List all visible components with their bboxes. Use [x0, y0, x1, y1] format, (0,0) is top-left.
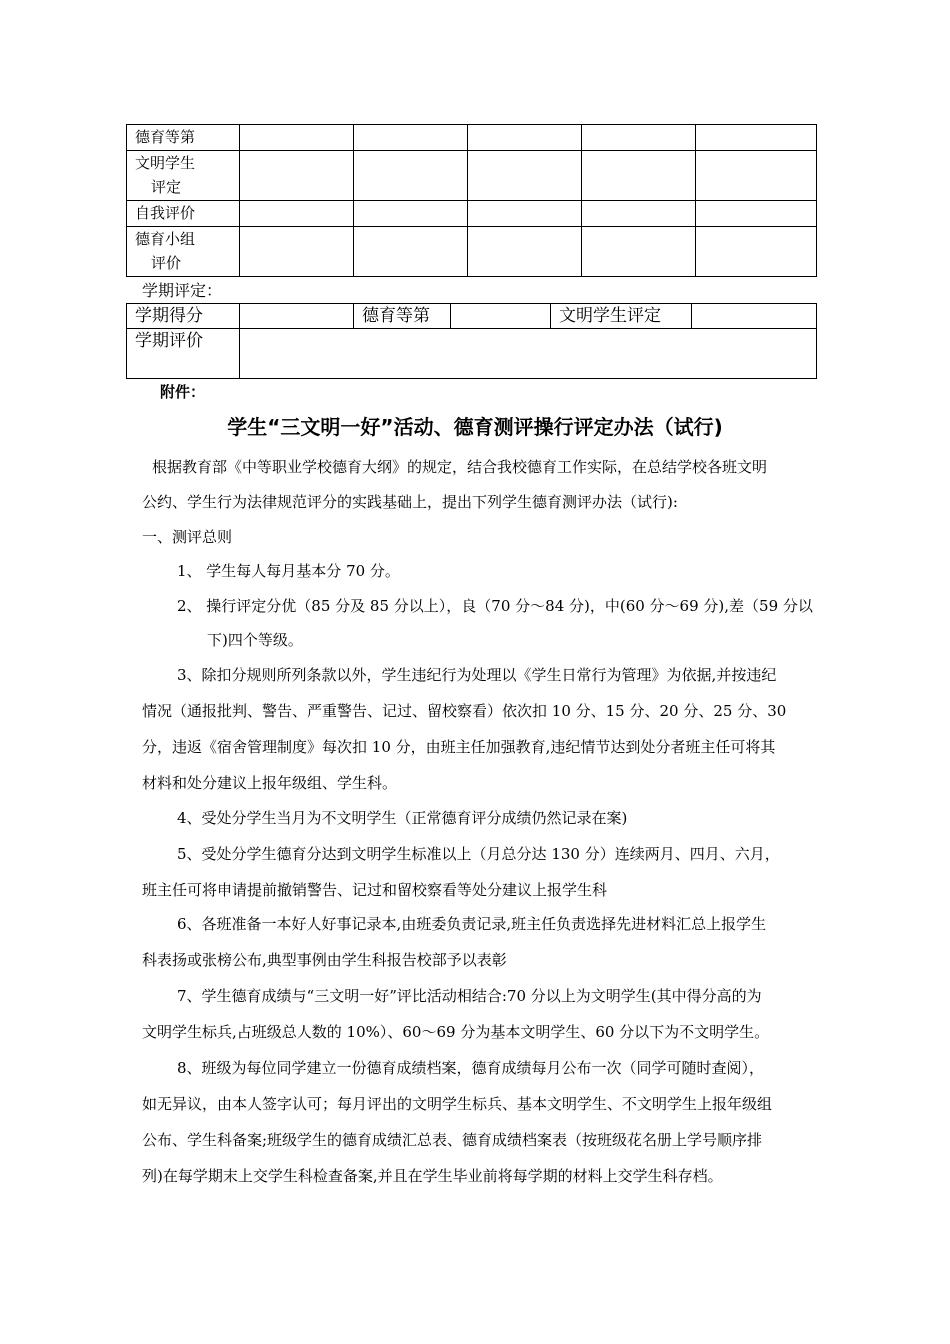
table-row — [127, 201, 817, 227]
table-cell[interactable] — [582, 201, 696, 227]
table-row — [127, 304, 817, 329]
paragraph-line: 3、除扣分规则所列条款以外，学生违纪行为处理以《学生日常行为管理》为依据,并按违纪 — [177, 666, 777, 684]
table-row — [127, 151, 817, 201]
paragraph-line: 4、受处分学生当月为不文明学生（正常德育评分成绩仍然记录在案) — [177, 809, 628, 827]
table-cell[interactable] — [240, 227, 354, 277]
paragraph-line: 公约、学生行为法律规范评分的实践基础上，提出下列学生德育测评办法（试行): — [142, 493, 678, 511]
table-cell[interactable] — [240, 201, 354, 227]
semester-civil-cell[interactable] — [692, 304, 817, 329]
row-label-group-eval — [127, 227, 240, 277]
table-cell[interactable] — [696, 227, 817, 277]
paragraph-line: 公布、学生科备案;班级学生的德育成绩汇总表、德育成绩档案表（按班级花名册上学号顺序排 — [142, 1131, 763, 1149]
paragraph-line: 8、班级为每位同学建立一份德育成绩档案，德育成绩每月公布一次（同学可随时查阅）， — [177, 1059, 765, 1077]
table-cell[interactable] — [696, 125, 817, 151]
paragraph-line: 5、受处分学生德育分达到文明学生标准以上（月总分达 130 分）连续两月、四月、六月， — [177, 845, 780, 863]
row-label-moral-grade — [127, 125, 240, 151]
table-row — [127, 125, 817, 151]
evaluation-table — [126, 124, 817, 277]
row-label-text: 文明学生 — [135, 154, 196, 172]
attachment-label: 附件： — [160, 383, 206, 401]
row-label-civil-student — [127, 151, 240, 201]
table-cell[interactable] — [582, 151, 696, 201]
table-cell[interactable] — [582, 227, 696, 277]
document-title: 学生“三文明一好”活动、德育测评操行评定办法（试行) — [227, 415, 723, 439]
row-label-text: 德育小组 — [135, 230, 196, 248]
paragraph-line: 科表扬或张榜公布,典型事例由学生科报告校部予以表彰 — [142, 951, 507, 969]
table-row — [127, 227, 817, 277]
table-cell[interactable] — [240, 151, 354, 201]
section-heading: 一、测评总则 — [142, 528, 233, 546]
row-label-text: 评定 — [151, 178, 182, 196]
semester-eval-cell[interactable] — [240, 329, 817, 379]
semester-grade-cell[interactable] — [451, 304, 551, 329]
paragraph-line: 情况（通报批判、警告、严重警告、记过、留校察看）依次扣 10 分、15 分、20 分、25 分、30 — [142, 702, 787, 720]
row-label-text: 评价 — [151, 254, 182, 272]
paragraph-line: 列)在每学期末上交学生科检查备案,并且在学生毕业前将每学期的材料上交学生科存档。 — [142, 1167, 723, 1185]
table-cell[interactable] — [696, 201, 817, 227]
semester-heading: 学期评定： — [142, 281, 223, 300]
semester-score-cell[interactable] — [240, 304, 354, 329]
table-cell[interactable] — [468, 227, 582, 277]
table-cell[interactable] — [354, 201, 468, 227]
semester-civil-label: 文明学生评定 — [551, 304, 692, 329]
row-label-text: 德育等第 — [135, 128, 196, 146]
semester-score-label: 学期得分 — [127, 304, 240, 329]
row-label-self-eval — [127, 201, 240, 227]
paragraph-line: 材料和处分建议上报年级组、学生科。 — [142, 774, 398, 792]
table-cell[interactable] — [468, 201, 582, 227]
table-cell[interactable] — [582, 125, 696, 151]
paragraph-line: 7、学生德育成绩与“三文明一好”评比活动相结合:70 分以上为文明学生(其中得分高的为 — [177, 987, 762, 1005]
table-cell[interactable] — [354, 125, 468, 151]
row-label-text: 自我评价 — [135, 204, 196, 222]
paragraph-line: 文明学生标兵,占班级总人数的 10%）、60～69 分为基本文明学生、60 分以下为不文明学生。 — [142, 1023, 770, 1041]
paragraph-line: 分，违返《宿舍管理制度》每次扣 10 分，由班主任加强教育,违纪情节达到处分者班主任可将其 — [142, 738, 776, 756]
paragraph-line: 2、 操行评定分优（85 分及 85 分以上），良（70 分～84 分)，中(60 分～69 分),差（59 分以 — [177, 597, 813, 615]
semester-grade-label: 德育等第 — [354, 304, 451, 329]
table-cell[interactable] — [468, 125, 582, 151]
semester-eval-label: 学期评价 — [127, 329, 240, 379]
paragraph-line: 根据教育部《中等职业学校德育大纲》的规定，结合我校德育工作实际，在总结学校各班文明 — [152, 458, 768, 476]
paragraph-line: 班主任可将申请提前撤销警告、记过和留校察看等处分建议上报学生科 — [142, 881, 608, 899]
table-row — [127, 329, 817, 379]
paragraph-line: 6、各班准备一本好人好事记录本,由班委负责记录,班主任负责选择先进材料汇总上报学生 — [177, 915, 767, 933]
table-cell[interactable] — [354, 151, 468, 201]
paragraph-line: 下)四个等级。 — [207, 631, 303, 649]
table-cell[interactable] — [468, 151, 582, 201]
table-cell[interactable] — [696, 151, 817, 201]
table-cell[interactable] — [354, 227, 468, 277]
paragraph-line: 如无异议，由本人签字认可；每月评出的文明学生标兵、基本文明学生、不文明学生上报年级组 — [142, 1095, 773, 1113]
semester-table — [126, 303, 817, 379]
table-cell[interactable] — [240, 125, 354, 151]
paragraph-line: 1、 学生每人每月基本分 70 分。 — [177, 562, 400, 580]
